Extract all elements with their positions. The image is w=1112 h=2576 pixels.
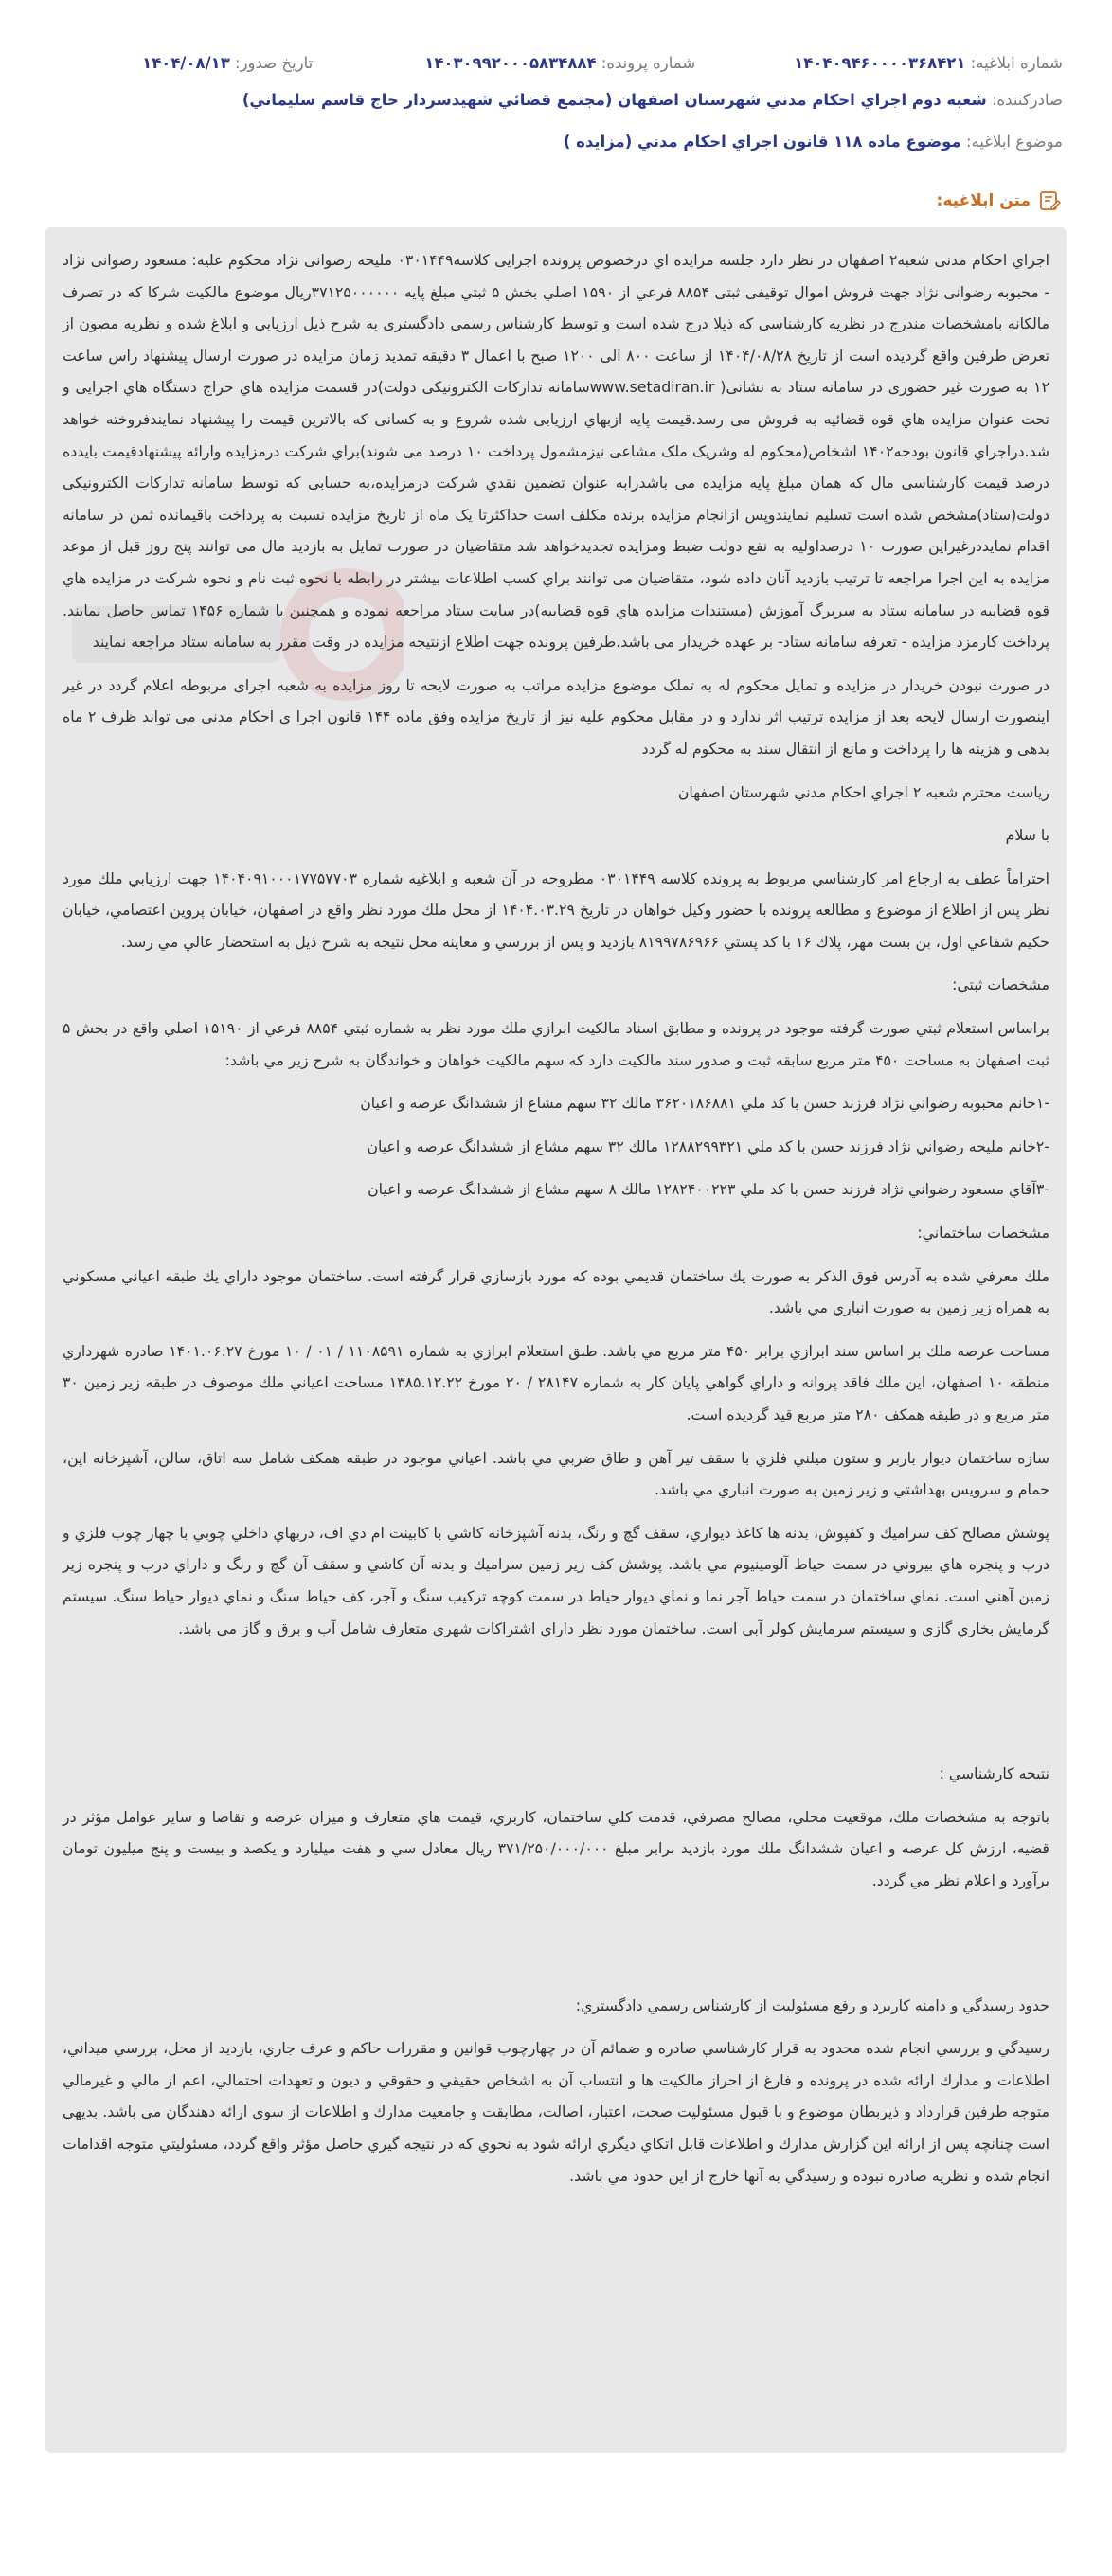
notice-paragraph-registration: براساس استعلام ثبتي صورت گرفته موجود در پرونده و مطابق اسناد مالكيت ابرازي ملك مورد نظر به شماره ثبتي ۸۸۵۴ فرعي از ۱۵۱۹۰ اصلي واقع در بخش ۵ ثبت اصفهان به مساحت ۴۵۰ متر مربع سابقه ثبت و صدور سند مالكيت دارد كه سهم مالكيت خواهان و خواندگان به شرح زير مي باشد: xyxy=(63,1019,1050,1069)
notice-paragraph-greeting: با سلام xyxy=(1005,826,1049,845)
issue-date xyxy=(142,54,313,72)
notice-paragraph-area: مساحت عرصه ملك بر اساس سند ابرازي برابر ۴۵۰ متر مربع مي باشد. طبق استعلام ابرازي به شماره ۱۱۰۸۵۹۱ / ۰۱ / ۱۰ مورخ ۱۴۰۱.۰۶.۲۷ صادره شهرداري منطقه ۱۰ اصفهان، اين ملك فاقد پروانه و داراي گواهي پايان كار به شماره ۲۸۱۴۷ / ۲۰ مورخ ۱۳۸۵.۱۲.۲۲ مساحت اعياني ملك موصوف در طبقه زير زمين ۳۰ متر مربع و در طبقه همكف ۲۸۰ متر مربع قيد گرديده است. xyxy=(63,1341,1050,1423)
notice-body xyxy=(63,244,1049,2191)
notice-number-value: ۱۴۰۴۰۹۴۶۰۰۰۰۳۶۸۴۲۱ xyxy=(794,54,966,72)
owner-item-1: -۱خانم محبوبه رضواني نژاد فرزند حسن با كد ملي ۳۶۲۰۱۸۶۸۸۱ مالك ۳۲ سهم مشاع از ششدانگ عرصه و اعيان xyxy=(360,1094,1049,1113)
notice-paragraph-building-desc: ملك معرفي شده به آدرس فوق الذكر به صورت يك ساختمان قديمي بوده كه مورد بازسازي قرار گرفته است. ساختمان موجود داراي يك طبقه اعياني مسكوني به همراه زير زمين به صورت انباري مي باشد. xyxy=(63,1266,1049,1317)
notice-paragraph-liability: رسيدگي و بررسي انجام شده محدود به قرار كارشناسي صادره و ضمائم آن در چهارچوب قوانين و مقررات حاكم و عرف جاري، بازديد از محل، بررسي ميداني، اطلاعات و مدارك ارائه شده در پرونده و فارغ از احراز مالكيت ها و انتساب آن به اشخاص حقيقي و حقوقي و ديون و تعهدات احتمالي، اعم از مالي و غيرمالي متوجه طرفين قرارداد و ذيربطان موضوع و با قبول مسئوليت صحت، اعتبار، اصالت، مطابقت و جامعيت مدارك و اطلاعات از سوي ارائه دهندگان مي باشد. بديهي است چنانچه پس از ارائه اين گزارش مدارك و اطلاعات قابل اتكاي ديگري ارائه شود به نحوي كه در نتيجه گيري حاصل مؤثر واقع گردد، مسئوليتي متوجه اقدامات انجام شده و نظريه صادره نبوده و رسيدگي به آنها خارج از اين حدود مي باشد. xyxy=(63,2039,1049,2185)
header-row-issuer xyxy=(49,91,1063,109)
issue-date-label: تاریخ صدور: xyxy=(235,54,314,72)
issuer-value: شعبه دوم اجراي احکام مدني شهرستان اصفهان (مجتمع قضائي شهيدسردار حاج قاسم سليماني) xyxy=(242,91,987,109)
notice-paragraph-addressee: رياست محترم شعبه ۲ اجراي احكام مدني شهرستان اصفهان xyxy=(677,782,1049,801)
case-number-label: شماره پرونده: xyxy=(601,54,696,72)
notice-body-panel xyxy=(45,227,1067,2453)
notice-paragraph-structure: سازه ساختمان ديوار باربر و ستون ميلني فلزي با سقف تير آهن و طاق ضربي مي باشد. اعياني موجود در طبقه همكف شامل سه اتاق، سالن، آشپزخانه اپن، حمام و سرويس بهداشتي و زير زمين به صورت انباري مي باشد. xyxy=(63,1448,1049,1499)
notice-number-label: شماره ابلاغیه: xyxy=(970,54,1063,72)
section-heading-liability: حدود رسيدگي و دامنه كاربرد و رفع مسئوليت از كارشناس رسمي دادگستري: xyxy=(575,1995,1049,2014)
subject-value: موضوع ماده ۱۱۸ قانون اجراي احکام مدني (مزايده ) xyxy=(563,133,961,151)
section-heading-registration: مشخصات ثبتي: xyxy=(952,975,1049,994)
notice-title xyxy=(937,189,1061,212)
owner-item-2: -۲خانم مليحه رضواني نژاد فرزند حسن با كد ملي ۱۲۸۸۲۹۹۳۲۱ مالك ۳۲ سهم مشاع از ششدانگ عرصه و اعيان xyxy=(367,1136,1049,1155)
case-number xyxy=(424,54,695,72)
notice-paragraph-no-buyer: در صورت نبودن خریدار در مزایده و تمایل محکوم له به تملک موضوع مزایده مراتب به صورت لایحه تا روز مزایده به شعبه اجرای مربوطه اعلام گردد در غیر اینصورت ارسال لایحه بعد از مزایده ترتیب اثر ندارد و در مقابل محکوم علیه نیز از تاریخ مزایده وفق ماده ۱۴۴ قانون اجرا ی احکام مدنی می تواند ظرف ۲ ماه بدهی و هزینه ها را پرداخت و مانع از انتقال سند به محکوم له گردد xyxy=(63,675,1049,758)
notice-title-text: متن ابلاغیه: xyxy=(936,191,1031,210)
section-heading-result: نتيجه كارشناسي : xyxy=(939,1764,1049,1783)
notice-paragraph-auction: اجراي احکام مدنی شعبه۲ اصفهان در نظر دارد جلسه مزایده اي درخصوص پرونده اجرایی کلاسه۰۳۰۱۴۴۹ ملیحه رضوانی نژاد محکوم علیه: مسعود رضوانی نژاد - محبوبه رضوانی نژاد جهت فروش اموال توقیفی ثبتی ۸۸۵۴ فرعي از ۱۵۹۰ اصلي بخش ۵ ثبتي مبلغ پایه ۳۷۱۲۵۰۰۰۰۰۰ريال موضوع مالکیت شرکا که در تصرف مالکانه بامشخصات مندرج در نظریه کارشناسی که ذیلا درج شده است و توسط کارشناس رسمی دادگستری به شرح ذیل ارزیابی و ابلاغ شده و نظریه مصون از تعرض طرفین واقع گردیده است از تاریخ ۱۴۰۴/۰۸/۲۸ از ساعت ۸۰۰ الی ۱۲۰۰ صبح با اعمال ۳ دقیقه تمدید زمان مزایده در صورت ارسال پیشنهاد راس ساعت ۱۲ به صورت غیر حضوری در سامانه ستاد به نشانی( www.setadiran.irسامانه تدارکات الکترونیکی دولت)در قسمت مزایده هاي حراج دستگاه هاي اجرایی و تحت عنوان مزایده هاي قوه قضائیه به فروش می رسد.قیمت پایه ازبهاي ارزیابی شده شروع و به کسانی که بالاترین قیمت را پیشنهاد نمایندفروخته خواهد شد.دراجراي قانون بودجه۱۴۰۲ اشخاص(محکوم له وشریک ملک مشاعی نیزمشمول پرداخت ۱۰ درصد می شوند)براي شرکت درمزایده وارائه پیشنهادقیمت بایدده درصد قیمت کارشناسی مال که همان مبلغ پایه مزایده می باشدرابه عنوان تضمین نقدي شرکت درمزایده،به حسابی که توسط سامانه تدارکات الکترونیکی دولت(ستاد)مشخص شده است تسلیم نمایندوپس ازانجام مزایده برنده مکلف است حداکثرتا یک ماه از تاریخ مزایده نسبت به پرداخت باقیمانده ثمن در سامانه اقدام نمایددرغیراین صورت ۱۰ درصداولیه به نفع دولت ضبط ومزایده تجدیدخواهد شد متقاضیان در صورت تمایل به بازدید مال می توانند پنج روز قبل از موعد مزایده به این اجرا مراجعه تا ترتیب بازدید آنان داده شود، متقاضیان می توانند براي کسب اطلاعات بیشتر در رابطه با نحوه ثبت نام و نحوه شرکت در مزایده هاي قوه قضاییه در سامانه ستاد به سربرگ آموزش (مستندات مزایده هاي قوه قضاییه)در سایت ستاد مراجعه نموده و همچنین با شماره ۱۴۵۶ تماس حاصل نمایند. پرداخت کارمزد مزایده - تعرفه سامانه ستاد- بر عهده خریدار می باشد.طرفین پرونده جهت اطلاع ازنتیجه مزایده در وقت مقرر به سامانه ستاد مراجعه نمایند xyxy=(63,251,1049,652)
section-heading-building: مشخصات ساختماني: xyxy=(917,1224,1049,1243)
notice-paragraph-materials: پوشش مصالح كف سراميك و كفپوش، بدنه ها كاغذ ديواري، سقف گچ و رنگ، بدنه آشپزخانه كاشي با كابينت ام دي اف، دربهاي داخلي چوبي با چهار چوب فلزي و درب و پنجره هاي بيروني در سمت حياط آلومينيوم مي باشد. پوشش كف زير زمين سراميك و بدنه آن كاشي و سقف آن گچ و رنگ و داراي درب و پنجره زير زمين آهني است. نماي ساختمان در سمت حياط آجر نما و نماي ديوار حياط در سمت كوچه تركيب سنگ و آجر، كف حياط سنگ و نماي ديوار حياط سنگ. سيستم گرمايش بخاري گازي و سيستم سرمايش كولر آبي است. ساختمان مورد نظر داراي اشتراكات شهري متعارف شامل آب و برق و گاز مي باشد. xyxy=(63,1523,1049,1637)
document-edit-icon xyxy=(1038,189,1061,212)
owner-item-3: -۳آقاي مسعود رضواني نژاد فرزند حسن با كد ملي ۱۲۸۲۴۰۰۲۲۳ مالك ۸ سهم مشاع از ششدانگ عرصه و اعيان xyxy=(368,1180,1049,1199)
notice-paragraph-valuation: باتوجه به مشخصات ملك، موقعيت محلي، مصالح مصرفي، قدمت كلي ساختمان، كاربري، قيمت هاي متعارف و ميزان عرضه و تقاضا و ساير عوامل مؤثر در قضيه، ارزش كل عرصه و اعيان ششدانگ ملك مورد بازديد برابر مبلغ ۳۷۱/۲۵۰/۰۰۰/۰۰۰ ريال معادل سي و هفت ميليارد و يكصد و بيست و پنج ميليون تومان برآورد و اعلام نظر مي گردد. xyxy=(63,1807,1050,1889)
issue-date-value: ۱۴۰۴/۰۸/۱۳ xyxy=(142,54,230,72)
issuer-label: صادرکننده: xyxy=(991,91,1063,109)
notice-paragraph-intro: احتراماً عطف به ارجاع امر كارشناسي مربوط به پرونده كلاسه ۰۳۰۱۴۴۹ مطروحه در آن شعبه و ابلاغيه شماره ۱۴۰۴۰۹۱۰۰۰۱۷۷۵۷۷۰۳ جهت ارزيابي ملك مورد نظر پس از اطلاع از موضوع و مطالعه پرونده با حضور وكيل خواهان در تاريخ ۱۴۰۴.۰۳.۲۹ از محل ملك مورد نظر واقع در اصفهان، خيابان پروين اعتصامي، خيابان حكيم شفاعي اول، بن بست مهر، پلاك ۱۶ با كد پستي ۸۱۹۹۷۸۶۹۶۶ بازديد و پس از بررسي و معاينه محل نتيجه به شرح ذيل به استحضار عالي مي رسد. xyxy=(63,868,1049,951)
notice-number xyxy=(794,54,1063,72)
header-row-subject xyxy=(49,133,1063,151)
case-number-value: ۱۴۰۳۰۹۹۲۰۰۰۵۸۳۴۸۸۴ xyxy=(424,54,597,72)
subject-label: موضوع ابلاغیه: xyxy=(965,133,1063,151)
header-row-numbers xyxy=(49,54,1063,72)
